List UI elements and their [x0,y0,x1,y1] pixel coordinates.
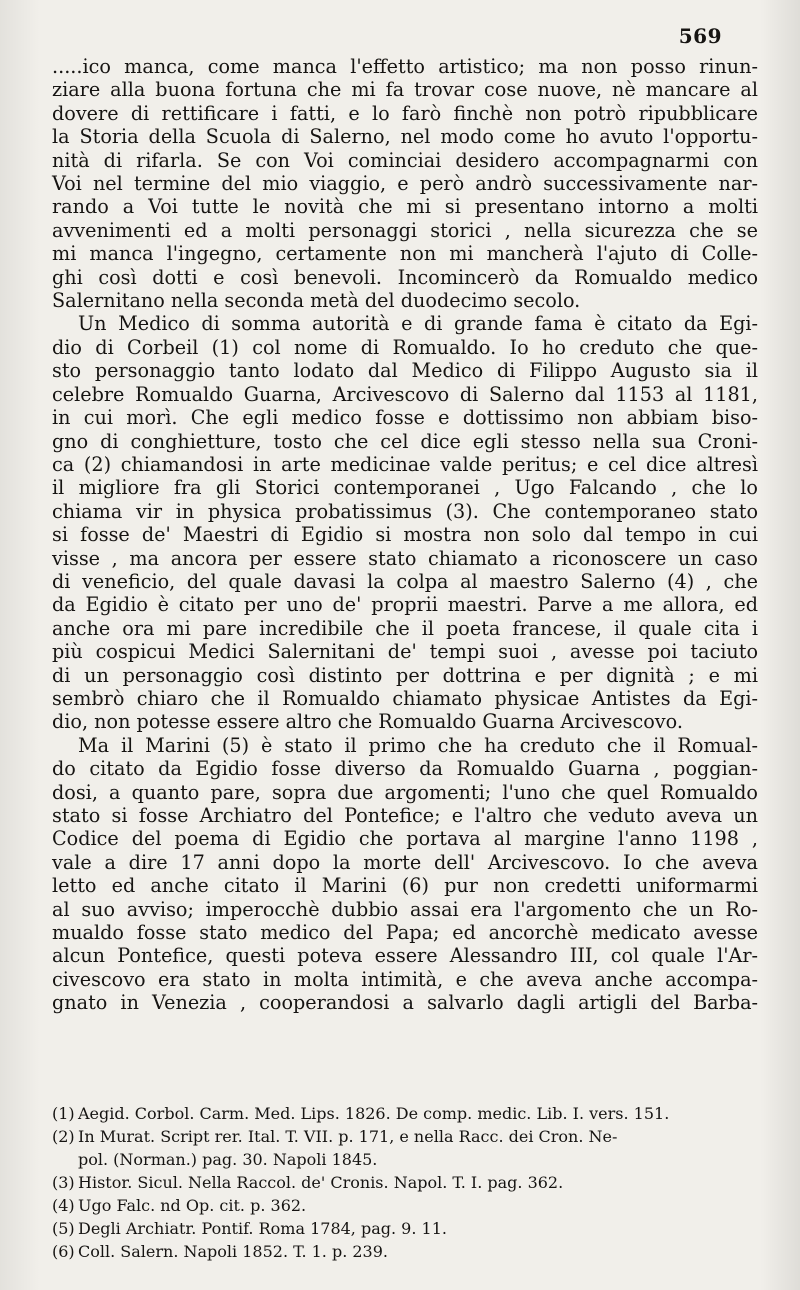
text-line: più cospicui Medici Salernitani de' tempi suoi , avesse poi taciuto [52,640,758,664]
footnote [52,1125,758,1148]
text-line: gnato in Venezia , cooperandosi a salvarlo dagli artigli del Barba- [52,991,758,1015]
footnote-text: Histor. Sicul. Nella Raccol. de' Cronis. Napol. T. I. pag. 362. [78,1173,564,1192]
text-line: stato si fosse Archiatro del Pontefice; e l'altro che veduto aveva un [52,804,758,827]
text-line: al suo avviso; imperocchè dubbio assai era l'argomento che un Ro- [52,897,758,921]
footnote-text: Degli Archiatr. Pontif. Roma 1784, pag. 9. 11. [78,1219,447,1238]
text-line: vale a dire 17 anni dopo la morte dell' Arcivescovo. Io che aveva [52,850,758,874]
text-line: civescovo era stato in molta intimità, e che aveva anche accompa- [52,967,758,991]
text-line: do citato da Egidio fosse diverso da Romualdo Guarna , poggian- [52,757,758,781]
text-line: anche ora mi pare incredibile che il poeta francese, il quale cita i [52,616,758,640]
text-line: dio, non potesse essere altro che Romualdo Guarna Arcivescovo. [52,710,683,734]
footnote-mark: (4) [52,1196,75,1215]
footnote [52,1171,758,1194]
left-page-shadow [0,0,40,1290]
footnote-text: Aegid. Corbol. Carm. Med. Lips. 1826. De comp. medic. Lib. I. vers. 151. [78,1104,670,1123]
text-line: dovere di rettificare i fatti, e lo farò finchè non potrò ripubblicare [52,101,758,125]
text-line: dio di Corbeil (1) col nome di Romualdo. Io ho creduto che que- [52,335,758,359]
text-line: di veneficio, del quale davasi la colpa al maestro Salerno (4) , che [52,569,758,593]
footnote [52,1102,758,1125]
footnote [52,1194,758,1217]
text-line: nità di rifarla. Se con Voi cominciai desidero accompagnarmi con [52,148,758,172]
text-line: letto ed anche citato il Marini (6) pur non credetti uniformarmi [52,874,758,898]
footnote [52,1148,758,1171]
footnote [52,1240,758,1263]
footnote-text: In Murat. Script rer. Ital. T. VII. p. 171, e nella Racc. dei Cron. Ne- [78,1127,618,1146]
text-line: si fosse de' Maestri di Egidio si mostra non solo dal tempo in cui [52,523,758,547]
text-line: rando a Voi tutte le novità che mi si presentano intorno a molti [52,195,758,219]
text-line: sto personaggio tanto lodato dal Medico di Filippo Augusto sia il [52,359,758,383]
footnote-mark: (1) [52,1104,75,1123]
text-line: celebre Romualdo Guarna, Arcivescovo di Salerno dal 1153 al 1181, [52,382,758,406]
footnote-mark: (2) [52,1127,75,1146]
footnote-mark: (5) [52,1219,75,1238]
text-line: .....ico manca, come manca l'effetto artistico; ma non posso rinun- [52,55,758,78]
text-line: Un Medico di somma autorità e di grande fama è citato da Egi- [78,312,758,336]
text-line: chiama vir in physica probatissimus (3). Che contemporaneo stato [52,499,758,523]
right-page-shadow [760,0,800,1290]
text-line: di un personaggio così distinto per dottrina e per dignità ; e mi [52,663,758,687]
footnote [52,1217,758,1240]
text-line: Salernitano nella seconda metà del duodecimo secolo. [52,289,581,313]
text-line: ziare alla buona fortuna che mi fa trovar cose nuove, nè mancare al [52,78,758,102]
text-line: mualdo fosse stato medico del Papa; ed ancorchè medicato avesse [52,921,758,945]
text-line: ghi così dotti e così benevoli. Incomincerò da Romualdo medico [52,265,758,289]
footnote-mark: (3) [52,1173,75,1192]
text-line: visse , ma ancora per essere stato chiamato a riconoscere un caso [52,546,758,570]
text-line: la Storia della Scuola di Salerno, nel modo come ho avuto l'opportu- [52,125,758,149]
text-line: Ma il Marini (5) è stato il primo che ha creduto che il Romual- [78,733,758,757]
footnote-text: pol. (Norman.) pag. 30. Napoli 1845. [78,1150,378,1169]
text-line: alcun Pontefice, questi poteva essere Alessandro III, col quale l'Ar- [52,944,758,968]
text-line: ca (2) chiamandosi in arte medicinae valde peritus; e cel dice altresì [52,452,758,476]
text-line: gno di conghietture, tosto che cel dice egli stesso nella sua Croni- [52,429,758,453]
text-line: da Egidio è citato per uno de' proprii maestri. Parve a me allora, ed [52,593,758,617]
text-line: in cui morì. Che egli medico fosse e dottissimo non abbiam biso- [52,406,758,430]
text-line: mi manca l'ingegno, certamente non mi mancherà l'ajuto di Colle- [52,242,758,266]
page-number: 569 [678,24,722,48]
text-line: il migliore fra gli Storici contemporanei , Ugo Falcando , che lo [52,476,758,500]
text-line: sembrò chiaro che il Romualdo chiamato physicae Antistes da Egi- [52,686,758,710]
text-line: dosi, a quanto pare, sopra due argomenti; l'uno che quel Romualdo [52,780,758,804]
body-text [52,55,758,1015]
footnotes [52,1102,758,1263]
text-line: avvenimenti ed a molti personaggi storici , nella sicurezza che se [52,218,758,242]
text-line: Codice del poema di Egidio che portava al margine l'anno 1198 , [52,827,758,851]
footnote-text: Ugo Falc. nd Op. cit. p. 362. [78,1196,307,1215]
text-line: Voi nel termine del mio viaggio, e però andrò successivamente nar- [52,172,758,196]
footnote-mark: (6) [52,1242,75,1261]
footnote-text: Coll. Salern. Napoli 1852. T. 1. p. 239. [78,1242,388,1261]
